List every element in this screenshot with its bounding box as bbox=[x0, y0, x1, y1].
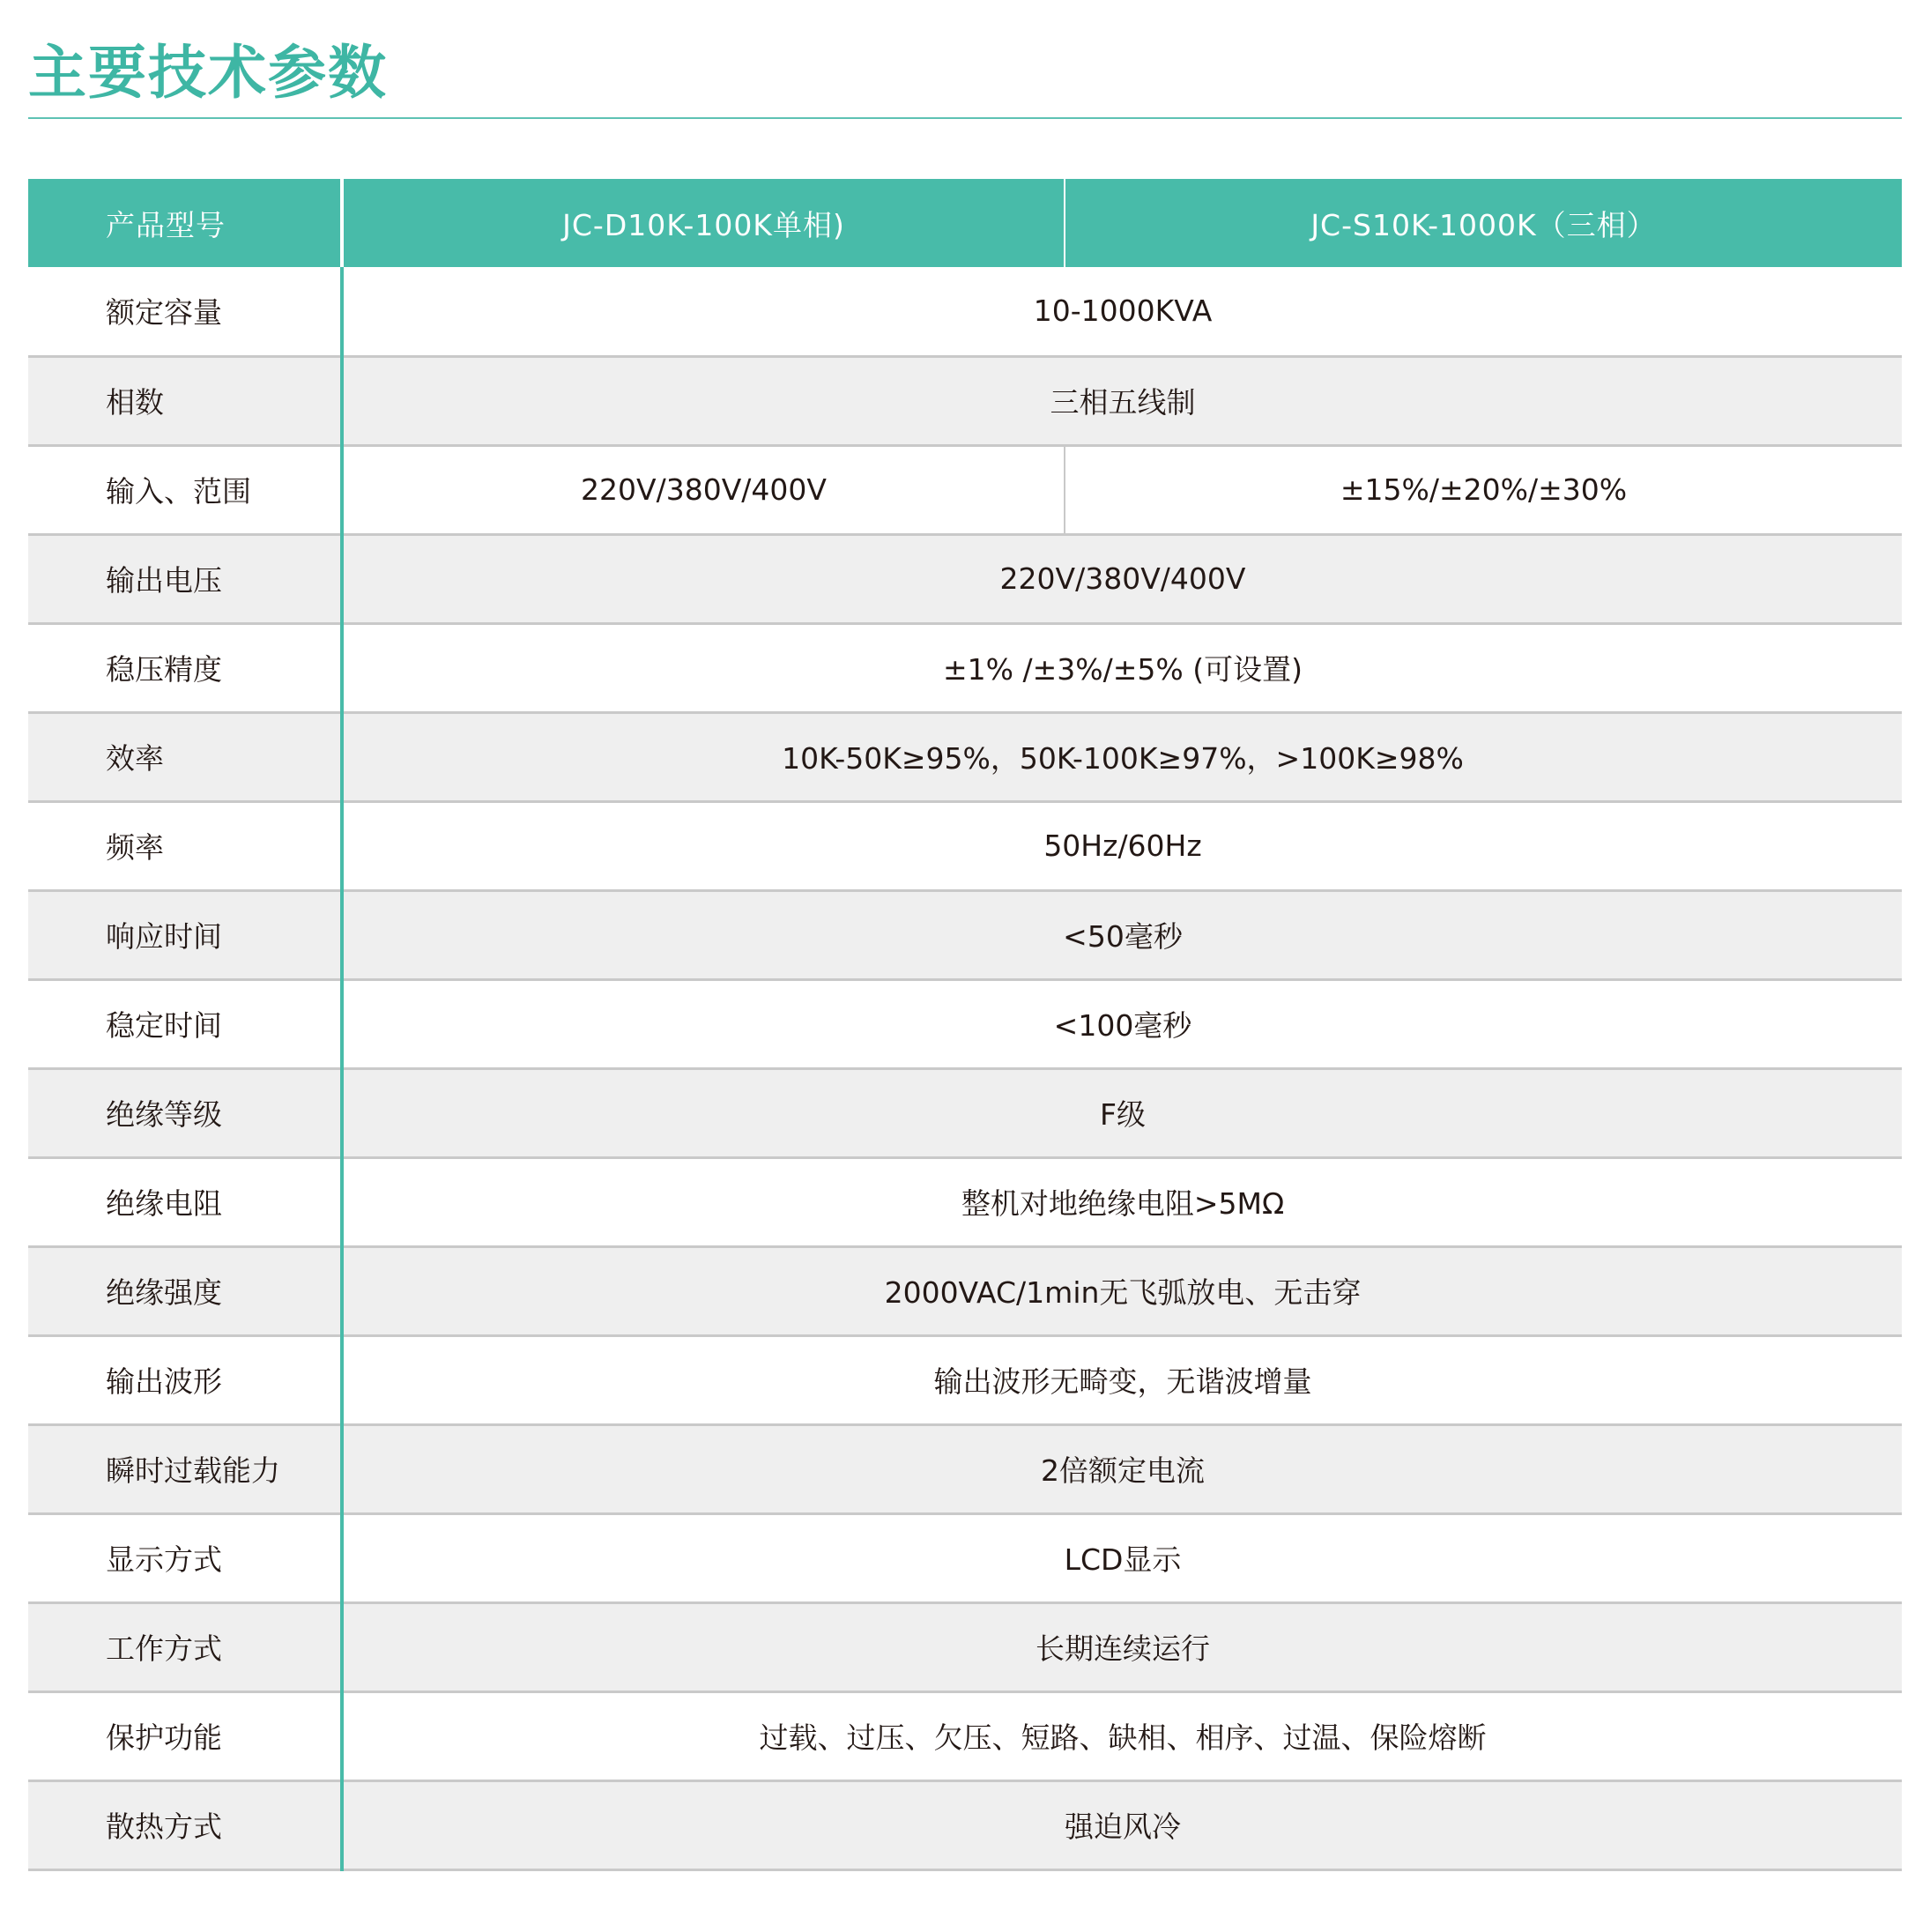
row-label: 散热方式 bbox=[28, 1780, 342, 1869]
row-label: 工作方式 bbox=[28, 1602, 342, 1691]
table-header-row bbox=[28, 179, 1902, 267]
table-row bbox=[28, 1780, 1902, 1869]
table-row bbox=[28, 1068, 1902, 1157]
table-row bbox=[28, 1335, 1902, 1424]
row-label: 额定容量 bbox=[28, 267, 342, 356]
row-value: <100毫秒 bbox=[342, 979, 1902, 1068]
row-value: 220V/380V/400V bbox=[342, 534, 1902, 623]
row-label: 频率 bbox=[28, 801, 342, 890]
row-label: 绝缘电阻 bbox=[28, 1157, 342, 1246]
row-value: <50毫秒 bbox=[342, 890, 1902, 979]
row-label: 相数 bbox=[28, 356, 342, 445]
table-row bbox=[28, 890, 1902, 979]
row-label: 保护功能 bbox=[28, 1691, 342, 1780]
row-label: 稳压精度 bbox=[28, 623, 342, 712]
table-row bbox=[28, 1424, 1902, 1513]
row-value-left: 220V/380V/400V bbox=[342, 445, 1065, 534]
spec-table bbox=[28, 179, 1902, 1871]
page-title: 主要技术参数 bbox=[28, 39, 388, 107]
row-value: 过载、过压、欠压、短路、缺相、相序、过温、保险熔断 bbox=[342, 1691, 1902, 1780]
row-label: 输出波形 bbox=[28, 1335, 342, 1424]
table-row bbox=[28, 1602, 1902, 1691]
header-model-single: JC-D10K-100K单相) bbox=[342, 179, 1065, 267]
row-label: 瞬时过载能力 bbox=[28, 1424, 342, 1513]
row-label: 效率 bbox=[28, 712, 342, 801]
table-row bbox=[28, 1157, 1902, 1246]
table-row bbox=[28, 356, 1902, 445]
row-value: 整机对地绝缘电阻>5MΩ bbox=[342, 1157, 1902, 1246]
row-value: 长期连续运行 bbox=[342, 1602, 1902, 1691]
table-row bbox=[28, 1513, 1902, 1602]
title-divider bbox=[28, 117, 1902, 119]
row-value: 10-1000KVA bbox=[342, 267, 1902, 356]
row-label: 稳定时间 bbox=[28, 979, 342, 1068]
row-value: 10K-50K≥95%，50K-100K≥97%，>100K≥98% bbox=[342, 712, 1902, 801]
row-value: 输出波形无畸变，无谐波增量 bbox=[342, 1335, 1902, 1424]
row-value: 三相五线制 bbox=[342, 356, 1902, 445]
row-label: 绝缘等级 bbox=[28, 1068, 342, 1157]
row-label: 输入、范围 bbox=[28, 445, 342, 534]
table-row bbox=[28, 1691, 1902, 1780]
row-label: 显示方式 bbox=[28, 1513, 342, 1602]
table-row bbox=[28, 445, 1902, 534]
table-row bbox=[28, 712, 1902, 801]
row-label: 响应时间 bbox=[28, 890, 342, 979]
table-row bbox=[28, 1246, 1902, 1335]
row-value: 50Hz/60Hz bbox=[342, 801, 1902, 890]
row-value: 2000VAC/1min无飞弧放电、无击穿 bbox=[342, 1246, 1902, 1335]
row-value: F级 bbox=[342, 1068, 1902, 1157]
row-value: 2倍额定电流 bbox=[342, 1424, 1902, 1513]
table-row bbox=[28, 979, 1902, 1068]
header-model-three: JC-S10K-1000K（三相） bbox=[1065, 179, 1902, 267]
row-value: LCD显示 bbox=[342, 1513, 1902, 1602]
header-param: 产品型号 bbox=[28, 179, 342, 267]
row-value: 强迫风冷 bbox=[342, 1780, 1902, 1869]
table-row bbox=[28, 267, 1902, 356]
table-row bbox=[28, 801, 1902, 890]
table-row bbox=[28, 623, 1902, 712]
row-label: 输出电压 bbox=[28, 534, 342, 623]
row-label: 绝缘强度 bbox=[28, 1246, 342, 1335]
table-row bbox=[28, 534, 1902, 623]
row-value: ±1% /±3%/±5% (可设置) bbox=[342, 623, 1902, 712]
row-value-right: ±15%/±20%/±30% bbox=[1065, 445, 1902, 534]
